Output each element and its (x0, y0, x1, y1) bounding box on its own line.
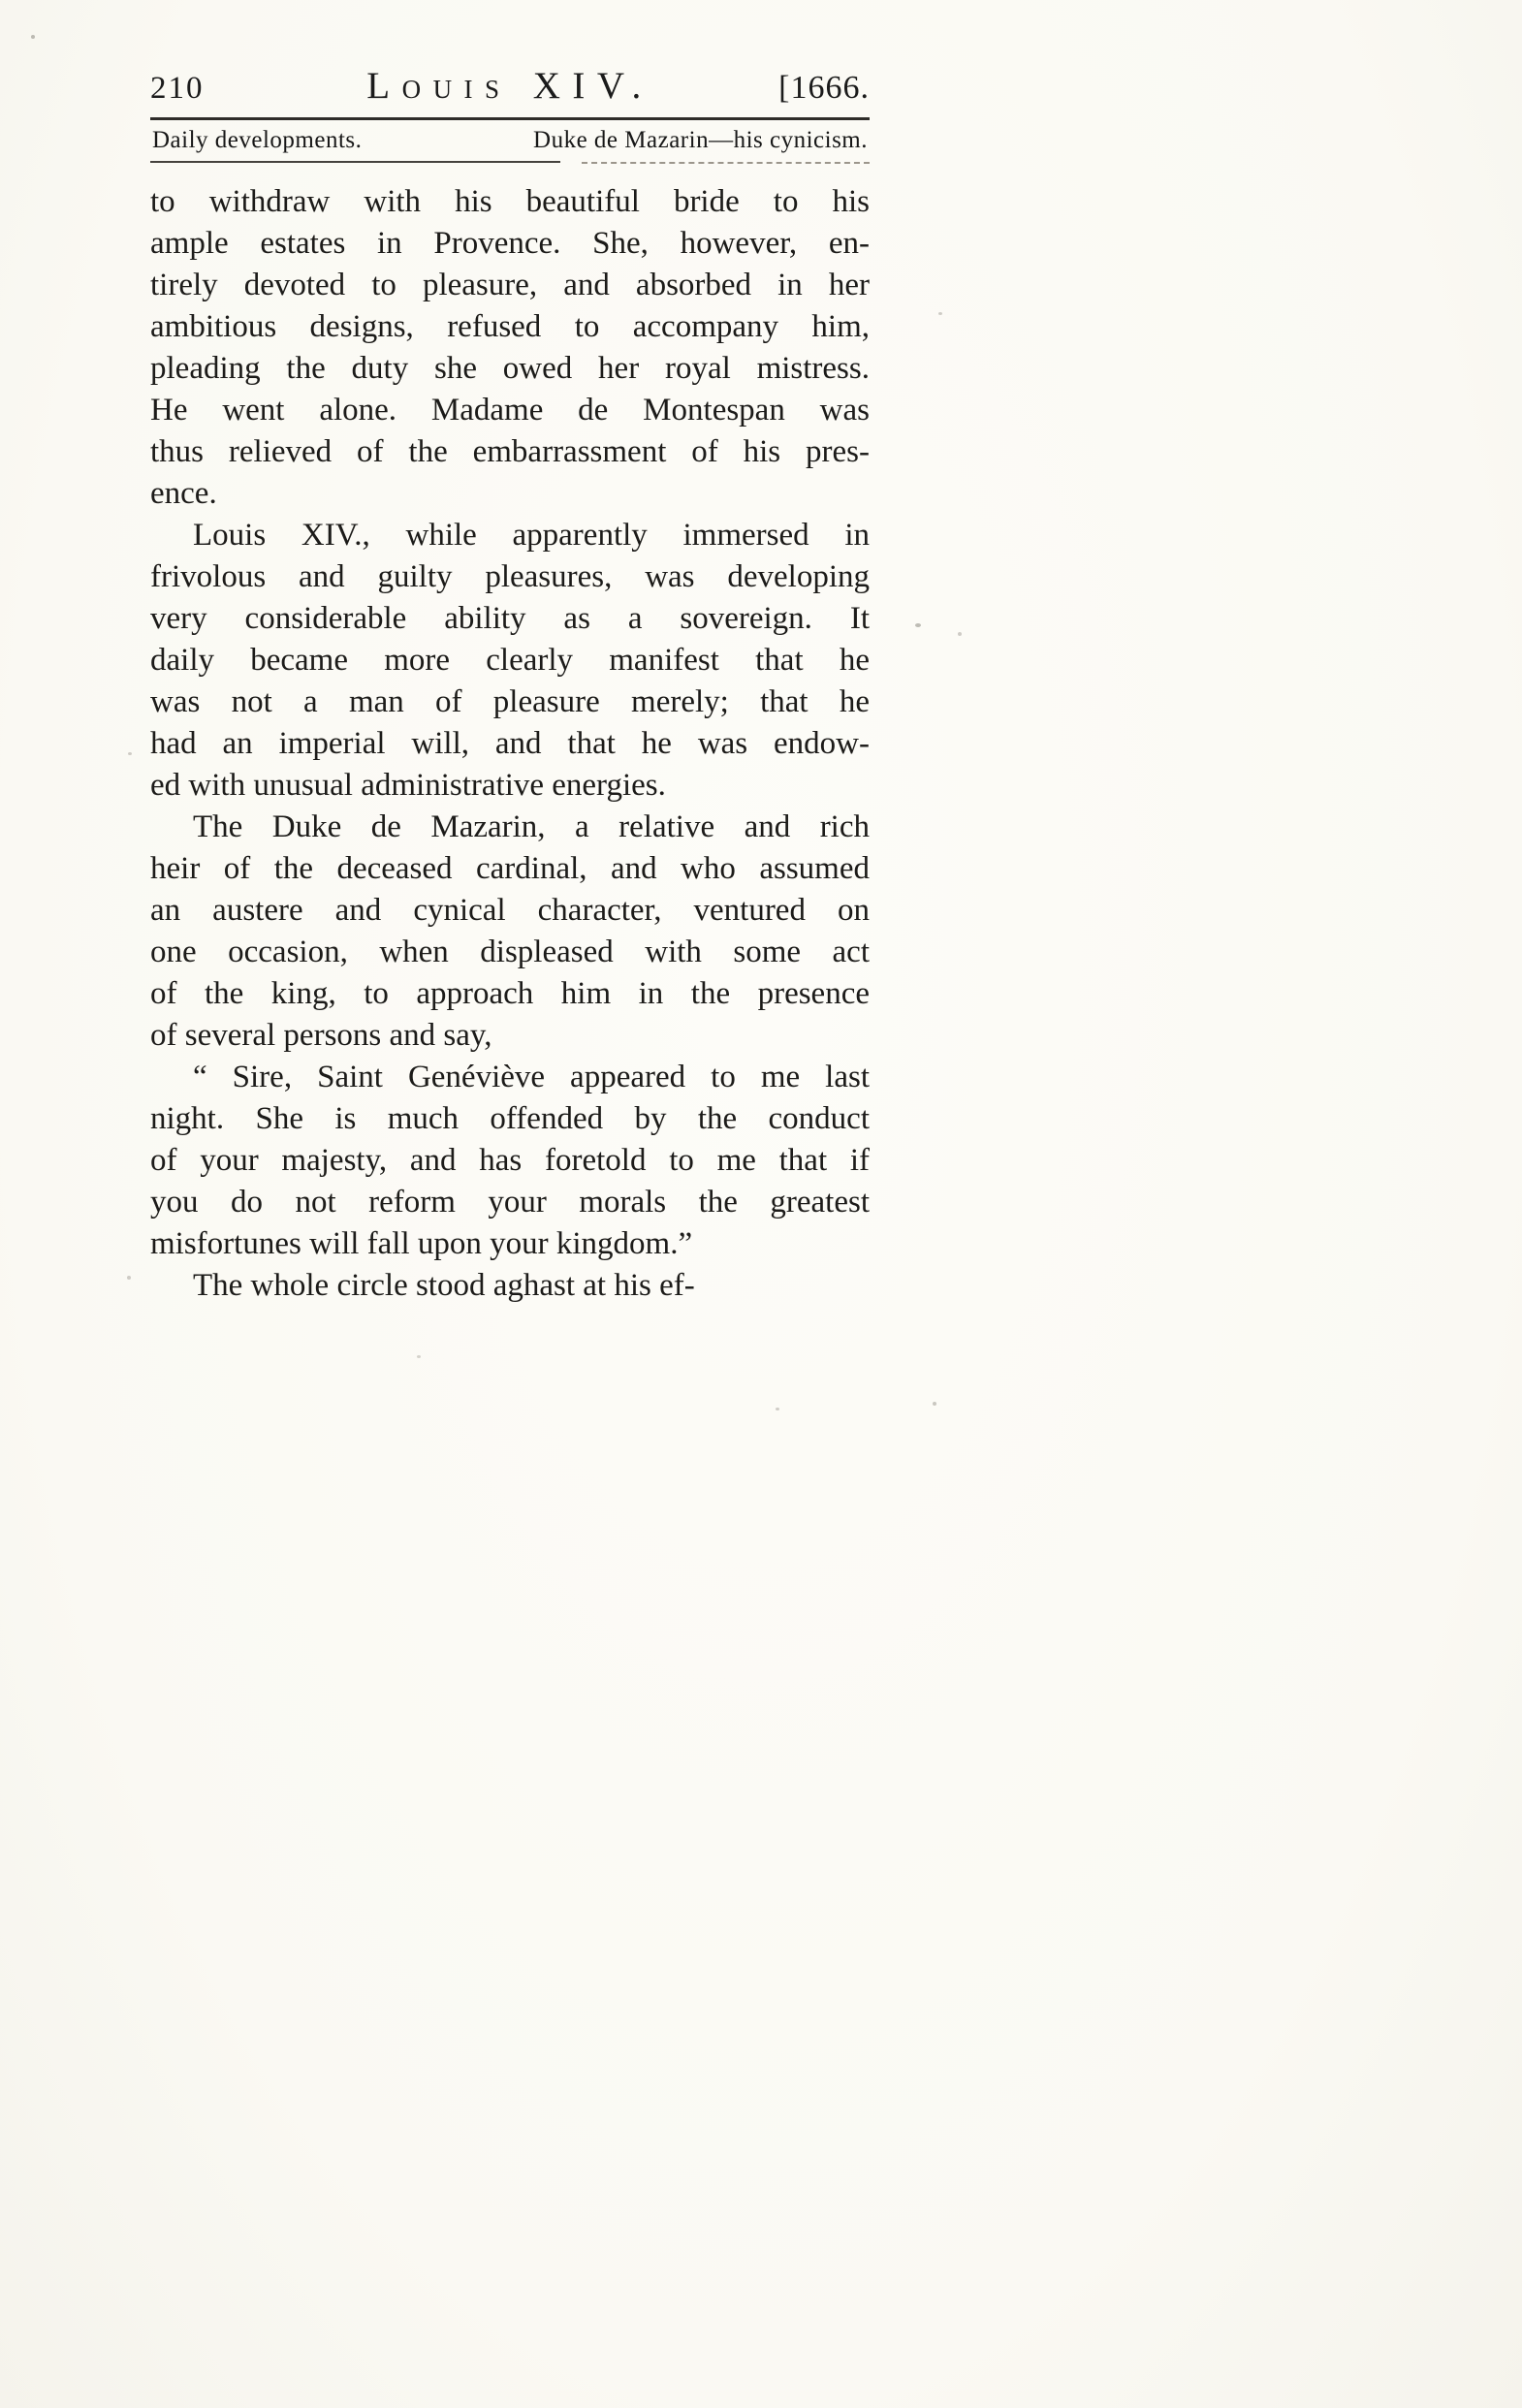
body-line: one occasion, when displeased with some act (150, 935, 870, 969)
page-header (150, 64, 870, 108)
body-line: an austere and cynical character, ventured on (150, 893, 870, 928)
year-marker: [1666. (778, 70, 870, 106)
running-head-rule-dashed (582, 161, 870, 164)
body-line: pleading the duty she owed her royal mistress. (150, 351, 870, 386)
body-line: ed with unusual administrative energies. (150, 768, 666, 803)
body-line: daily became more clearly manifest that he (150, 643, 870, 678)
body-line: He went alone. Madame de Montespan was (150, 393, 870, 428)
body-line: ence. (150, 476, 217, 511)
paragraph (150, 181, 870, 515)
body-line: night. She is much offended by the conduct (150, 1101, 870, 1136)
text-block (150, 64, 870, 1307)
running-head-left: Daily developments. (152, 127, 363, 153)
body-line: The Duke de Mazarin, a relative and rich (193, 809, 870, 844)
scan-speck (128, 752, 132, 755)
body-line: of the king, to approach him in the presence (150, 976, 870, 1011)
scan-speck (915, 623, 921, 627)
body-line: heir of the deceased cardinal, and who assumed (150, 851, 870, 886)
paragraph (150, 515, 870, 807)
body-line: ambitious designs, refused to accompany him, (150, 309, 870, 344)
paragraph (150, 1057, 870, 1265)
page-number: 210 (150, 71, 205, 106)
scan-speck (417, 1355, 421, 1358)
scan-speck (938, 312, 942, 315)
body-line: of your majesty, and has foretold to me that if (150, 1143, 870, 1178)
running-heads (150, 120, 870, 160)
body-line: frivolous and guilty pleasures, was developing (150, 559, 870, 594)
scan-speck (31, 35, 35, 39)
scan-speck (127, 1276, 131, 1280)
body-line: thus relieved of the embarrassment of his pres- (150, 434, 870, 469)
scan-speck (958, 632, 962, 636)
body-line: to withdraw with his beautiful bride to his (150, 184, 870, 219)
scan-speck (933, 1402, 936, 1406)
body-line: The whole circle stood aghast at his ef- (193, 1268, 695, 1303)
paragraph (150, 807, 870, 1057)
running-head-rule (150, 160, 870, 163)
running-head-rule-solid (150, 160, 560, 163)
scan-speck (776, 1408, 779, 1410)
body-line: misfortunes will fall upon your kingdom.” (150, 1226, 693, 1261)
paragraph (150, 1265, 870, 1307)
body-line: very considerable ability as a sovereign. It (150, 601, 870, 636)
body-line: Louis XIV., while apparently immersed in (193, 518, 870, 553)
body-line: ample estates in Provence. She, however, en- (150, 226, 870, 261)
body-line: “ Sire, Saint Genéviève appeared to me last (193, 1060, 870, 1094)
body-line: tirely devoted to pleasure, and absorbed in her (150, 268, 870, 302)
body-line: had an imperial will, and that he was endow- (150, 726, 870, 761)
running-head-right: Duke de Mazarin—his cynicism. (533, 127, 868, 153)
body-line: you do not reform your morals the greatest (150, 1185, 870, 1220)
body-line: was not a man of pleasure merely; that he (150, 684, 870, 719)
body-line: of several persons and say, (150, 1018, 492, 1053)
running-title: Louis XIV. (366, 65, 653, 107)
page-body (150, 181, 870, 1307)
